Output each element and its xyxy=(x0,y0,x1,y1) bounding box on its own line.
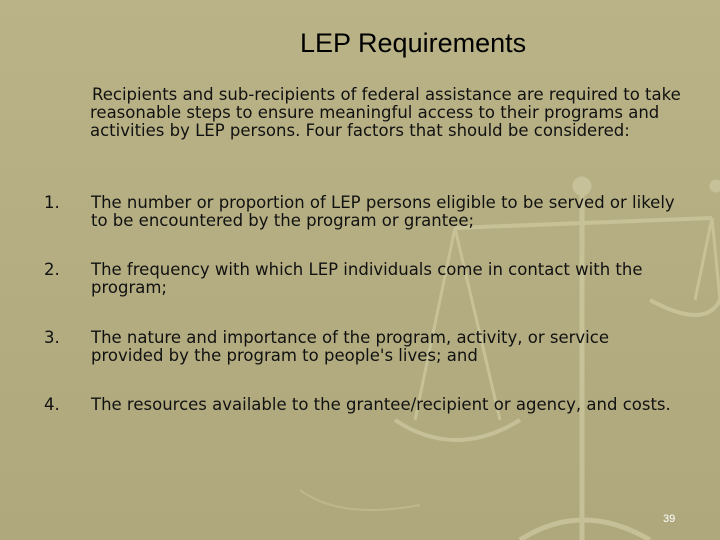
list-item-text: The nature and importance of the program, activity, or service provided by the program to people's lives; and xyxy=(91,328,609,365)
list-item-text: The frequency with which LEP individuals come in contact with the program; xyxy=(91,260,643,297)
list-item-text: The number or proportion of LEP persons eligible to be served or likely to be encountered by the program or grantee; xyxy=(91,193,675,230)
list-item-number: 3. xyxy=(44,328,60,347)
page-title: LEP Requirements xyxy=(300,28,527,58)
intro-paragraph: Recipients and sub-recipients of federal assistance are required to take reasonable steps to ensure meaningful access to their programs and activities by LEP persons. Four factors that should be considered: xyxy=(90,85,681,140)
list-item-number: 4. xyxy=(44,395,60,414)
list-item-number: 2. xyxy=(44,260,60,279)
list-item-text: The resources available to the grantee/recipient or agency, and costs. xyxy=(91,395,671,414)
page-number: 39 xyxy=(663,513,676,525)
list-item-number: 1. xyxy=(44,193,60,212)
